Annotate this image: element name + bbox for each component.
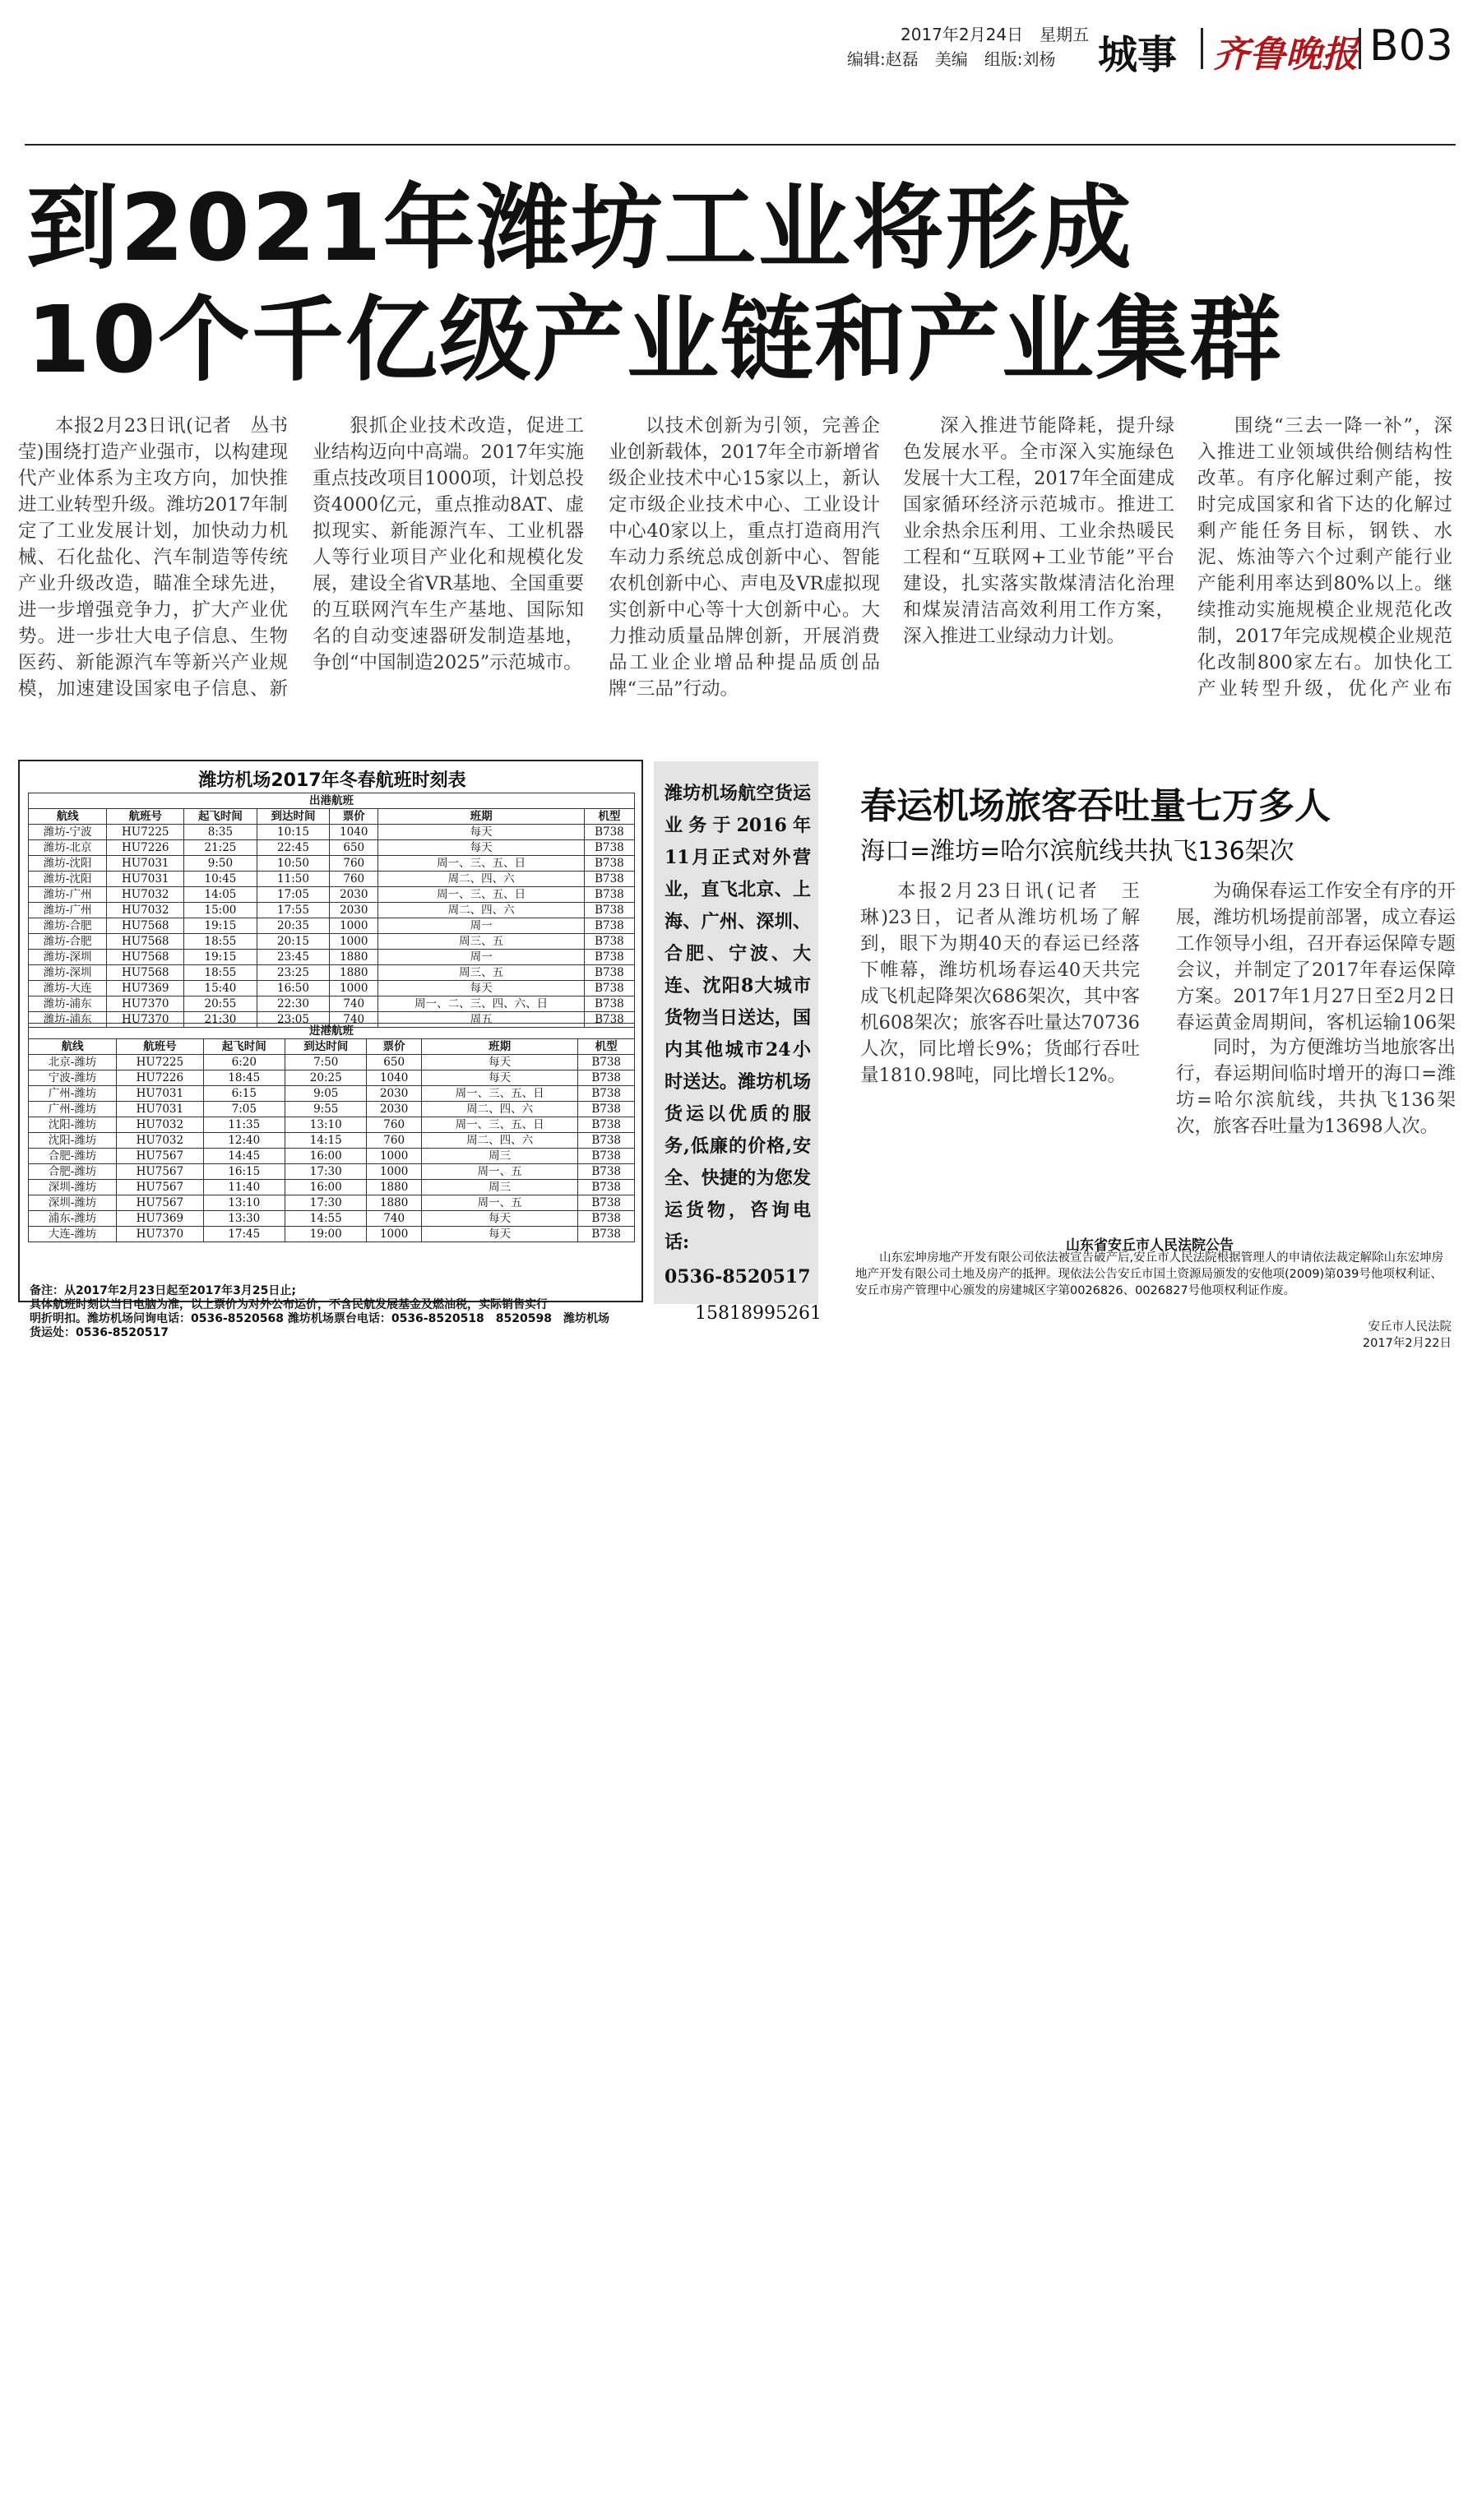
article-column xyxy=(313,413,584,702)
flight-cell: 每天 xyxy=(421,1070,578,1086)
flight-cell: 潍坊-浦东 xyxy=(29,1012,107,1028)
flight-cell: 13:30 xyxy=(203,1211,285,1227)
header-divider xyxy=(1359,28,1361,69)
flight-cell: 23:25 xyxy=(257,965,330,981)
flight-cell: 1000 xyxy=(330,918,378,934)
flight-cell: 16:15 xyxy=(203,1164,285,1180)
flight-cell: 周一、三、五、日 xyxy=(378,887,585,903)
column-header: 起飞时间 xyxy=(203,1039,285,1055)
flight-cell: 7:05 xyxy=(203,1102,285,1117)
flight-cell: 740 xyxy=(367,1211,421,1227)
column-header: 航班号 xyxy=(107,809,184,825)
flight-cell: 14:15 xyxy=(285,1133,367,1149)
flight-cell: HU7568 xyxy=(107,950,184,965)
notice-date: 2017年2月22日 xyxy=(1362,1337,1452,1350)
flight-cell: HU7225 xyxy=(107,825,184,840)
flight-cell: HU7568 xyxy=(107,934,184,950)
flight-cell: B738 xyxy=(578,1102,635,1117)
article-paragraph: 以技术创新为引领，完善企业创新载体，2017年全市新增省级企业技术中心15家以上，新认定市级企业技术中心、工业设计中心40家以上，重点打造商用汽车动力系统总成创新中心、智能农机创新中心、声电及VR虚拟现实创新中心等十大创新中心。大力推动质量品牌创新，开展消费品工业企业增品种提品质创品牌“三品”行动。 xyxy=(609,415,880,700)
flight-cell: 周二、四、六 xyxy=(421,1102,578,1117)
flight-cell: 每天 xyxy=(378,840,585,856)
flight-cell: 21:25 xyxy=(184,840,257,856)
flight-row xyxy=(29,1195,635,1211)
flight-row xyxy=(29,1070,635,1086)
flight-cell: 广州-潍坊 xyxy=(29,1086,117,1102)
flight-cell: 1040 xyxy=(330,825,378,840)
flight-cell: 潍坊-合肥 xyxy=(29,918,107,934)
flight-cell: 23:05 xyxy=(257,1012,330,1028)
article2-paragraph: 本报2月23日讯(记者 王琳)23日，记者从潍坊机场了解到，眼下为期40天的春运已经落下帷幕，潍坊机场春运40天共完成飞机起降架次686架次，其中客机608架次；旅客吞吐量达70736人次，同比增长9%；货邮行吞吐量1810.98吨，同比增长12%。 xyxy=(860,881,1140,1086)
flight-cell: 23:45 xyxy=(257,950,330,965)
flight-cell: B738 xyxy=(584,965,634,981)
flight-cell: 潍坊-广州 xyxy=(29,887,107,903)
flight-cell: 潍坊-大连 xyxy=(29,981,107,996)
flight-cell: HU7370 xyxy=(117,1227,203,1242)
column-header: 票价 xyxy=(330,809,378,825)
flight-row xyxy=(29,1055,635,1070)
flight-cell: 潍坊-沈阳 xyxy=(29,872,107,887)
flight-cell: B738 xyxy=(584,872,634,887)
page-number: B03 xyxy=(1369,21,1453,71)
flight-row xyxy=(29,1117,635,1133)
flight-cell: 650 xyxy=(367,1055,421,1070)
column-header: 航班号 xyxy=(117,1039,203,1055)
flight-row xyxy=(29,856,635,872)
flight-row xyxy=(29,934,635,950)
flight-cell: 650 xyxy=(330,840,378,856)
timetable-notes xyxy=(30,1284,634,1340)
flight-cell: 760 xyxy=(367,1117,421,1133)
flight-cell: B738 xyxy=(578,1211,635,1227)
flight-cell: 2030 xyxy=(367,1102,421,1117)
flight-row xyxy=(29,872,635,887)
flight-cell: 潍坊-沈阳 xyxy=(29,856,107,872)
article2-title: 春运机场旅客吞吐量七万多人 xyxy=(860,785,1331,827)
flight-cell: B738 xyxy=(584,903,634,918)
flight-cell: HU7567 xyxy=(117,1164,203,1180)
flight-cell: 21:30 xyxy=(184,1012,257,1028)
flight-row xyxy=(29,1102,635,1117)
flight-cell: B738 xyxy=(584,918,634,934)
flight-cell: 周一、三、五、日 xyxy=(378,856,585,872)
flight-row xyxy=(29,1227,635,1242)
flight-cell: 1880 xyxy=(330,965,378,981)
flight-cell: 17:30 xyxy=(285,1164,367,1180)
flight-cell: B738 xyxy=(578,1055,635,1070)
flight-cell: 18:55 xyxy=(184,965,257,981)
flight-cell: 潍坊-宁波 xyxy=(29,825,107,840)
flight-cell: B738 xyxy=(578,1086,635,1102)
column-header: 航线 xyxy=(29,1039,117,1055)
inbound-label: 进港航班 xyxy=(29,1024,635,1039)
flight-cell: 北京-潍坊 xyxy=(29,1055,117,1070)
flight-cell: 每天 xyxy=(378,825,585,840)
flight-cell: 9:05 xyxy=(285,1086,367,1102)
article-column xyxy=(18,413,288,702)
flight-cell: 2030 xyxy=(367,1086,421,1102)
flight-cell: 11:50 xyxy=(257,872,330,887)
flight-cell: HU7032 xyxy=(117,1117,203,1133)
main-headline-line1: 到2021年潍坊工业将形成 xyxy=(26,175,1133,282)
flight-cell: HU7226 xyxy=(117,1070,203,1086)
flight-cell: 11:40 xyxy=(203,1180,285,1195)
flight-cell: 周二、四、六 xyxy=(421,1133,578,1149)
flight-cell: 1000 xyxy=(330,934,378,950)
flight-cell: HU7567 xyxy=(117,1149,203,1164)
flight-cell: B738 xyxy=(584,825,634,840)
flight-cell: 16:50 xyxy=(257,981,330,996)
flight-row xyxy=(29,981,635,996)
flight-row xyxy=(29,840,635,856)
flight-cell: 广州-潍坊 xyxy=(29,1102,117,1117)
flight-cell: 周一、三、五、日 xyxy=(421,1086,578,1102)
flight-cell: 沈阳-潍坊 xyxy=(29,1117,117,1133)
column-header: 机型 xyxy=(578,1039,635,1055)
flight-cell: 潍坊-北京 xyxy=(29,840,107,856)
flight-timetable xyxy=(18,760,643,1339)
article-paragraph: 围绕“三去一降一补”，深入推进工业领域供给侧结构性改革。有序化解过剩产能，按时完成国家和省下达的化解过剩产能任务目标，钢铁、水泥、炼油等六个过剩产能行业产能利用率达到80%以上。继续推动实施规模企业规范化改制，2017年完成规模企业规范化改制800家左右。加快化工产业转型升级，优化产业布 xyxy=(1197,415,1452,700)
flight-row xyxy=(29,1086,635,1102)
flight-cell: HU7370 xyxy=(107,996,184,1012)
flight-cell: HU7225 xyxy=(117,1055,203,1070)
flight-cell: 6:15 xyxy=(203,1086,285,1102)
flight-cell: 12:40 xyxy=(203,1133,285,1149)
flight-cell: 10:45 xyxy=(184,872,257,887)
cargo-ad-text: 潍坊机场航空货运业务于2016年11月正式对外营业，直飞北京、上海、广州、深圳、合肥、宁波、大连、沈阳8大城市货物当日送达，国内其他城市24小时送达。潍坊机场货运以优质的服务,低廉的价格,安全、快捷的为您发运货物，咨询电话: xyxy=(665,783,811,1253)
flight-cell: 15:40 xyxy=(184,981,257,996)
flight-cell: 周一、三、五、日 xyxy=(421,1117,578,1133)
column-header: 班期 xyxy=(378,809,585,825)
flight-cell: 每天 xyxy=(421,1227,578,1242)
flight-cell: 浦东-潍坊 xyxy=(29,1211,117,1227)
note-line: 具体航班时刻以当日电脑为准，以上票价为对外公布运价，不含民航发展基金及燃油税，实际销售实行 xyxy=(30,1298,548,1311)
flight-cell: B738 xyxy=(584,996,634,1012)
flight-cell: 深圳-潍坊 xyxy=(29,1180,117,1195)
flight-cell: 潍坊-深圳 xyxy=(29,950,107,965)
article2-column xyxy=(1176,878,1456,1140)
flight-cell: B738 xyxy=(584,887,634,903)
flight-cell: 合肥-潍坊 xyxy=(29,1149,117,1164)
outbound-table xyxy=(28,793,635,1028)
flight-cell: 潍坊-合肥 xyxy=(29,934,107,950)
editor-credits: 编辑:赵磊 美编 组版:刘杨 xyxy=(847,49,1056,69)
flight-cell: HU7031 xyxy=(107,872,184,887)
flight-row xyxy=(29,1180,635,1195)
flight-row xyxy=(29,1211,635,1227)
flight-cell: 1880 xyxy=(367,1195,421,1211)
newspaper-logo: 齐鲁晚报 xyxy=(1213,34,1358,76)
column-header: 机型 xyxy=(584,809,634,825)
flight-cell: 周一、五 xyxy=(421,1164,578,1180)
flight-cell: 18:55 xyxy=(184,934,257,950)
flight-cell: B738 xyxy=(584,981,634,996)
flight-cell: 每天 xyxy=(421,1211,578,1227)
notice-body: 山东宏坤房地产开发有限公司依法被宣告破产后,安丘市人民法院根据管理人的申请依法裁定解除山东宏坤房地产开发有限公司土地及房产的抵押。现依法公告安丘市国土资源局颁发的安他项(2009)第039号他项权利证、安丘市房产管理中心颁发的房建城区字第0026826、0026827号他项权利证作废。 xyxy=(855,1251,1444,1297)
article2-subtitle: 海口=潍坊=哈尔滨航线共执飞136架次 xyxy=(860,837,1294,866)
flight-cell: 8:35 xyxy=(184,825,257,840)
inbound-table xyxy=(28,1023,635,1242)
flight-cell: B738 xyxy=(578,1227,635,1242)
flight-row xyxy=(29,950,635,965)
flight-cell: 1040 xyxy=(367,1070,421,1086)
notice-title: 山东省安丘市人民法院公告 xyxy=(1066,1237,1234,1254)
flight-cell: 9:55 xyxy=(285,1102,367,1117)
flight-cell: 17:45 xyxy=(203,1227,285,1242)
flight-cell: B738 xyxy=(584,1012,634,1028)
header-rule xyxy=(25,144,1456,146)
flight-row xyxy=(29,903,635,918)
column-header: 起飞时间 xyxy=(184,809,257,825)
flight-cell: 周一 xyxy=(378,918,585,934)
column-header: 航线 xyxy=(29,809,107,825)
flight-cell: 740 xyxy=(330,996,378,1012)
flight-row xyxy=(29,1133,635,1149)
cargo-ad-phone: 0536-8520517 xyxy=(665,1266,811,1288)
article-column xyxy=(609,413,880,702)
flight-cell: HU7568 xyxy=(107,965,184,981)
flight-cell: 合肥-潍坊 xyxy=(29,1164,117,1180)
flight-cell: 740 xyxy=(330,1012,378,1028)
flight-cell: 每天 xyxy=(421,1055,578,1070)
flight-cell: B738 xyxy=(584,950,634,965)
article-paragraph: 狠抓企业技术改造，促进工业结构迈向中高端。2017年实施重点技改项目1000项，计划总投资4000亿元，重点推动8AT、虚拟现实、新能源汽车、工业机器人等行业项目产业化和规模化发展，建设全省VR基地、全国重要的互联网汽车生产基地、国际知名的自动变速器研发制造基地，争创“中国制造2025”示范城市。 xyxy=(313,415,584,673)
flight-cell: 11:35 xyxy=(203,1117,285,1133)
flight-cell: 潍坊-广州 xyxy=(29,903,107,918)
column-header: 到达时间 xyxy=(257,809,330,825)
flight-cell: 1880 xyxy=(367,1180,421,1195)
flight-cell: 14:55 xyxy=(285,1211,367,1227)
flight-cell: 19:15 xyxy=(184,950,257,965)
flight-cell: 14:05 xyxy=(184,887,257,903)
column-header: 票价 xyxy=(367,1039,421,1055)
flight-cell: B738 xyxy=(578,1133,635,1149)
note-line: 明折明扣。潍坊机场问询电话：0536-8520568 潍坊机场票台电话：0536-8520518 8520598 潍坊机场 xyxy=(30,1312,609,1325)
flight-cell: 周三 xyxy=(421,1180,578,1195)
flight-cell: 19:15 xyxy=(184,918,257,934)
flight-cell: HU7032 xyxy=(107,887,184,903)
flight-cell: B738 xyxy=(584,934,634,950)
flight-cell: HU7369 xyxy=(117,1211,203,1227)
flight-cell: 16:00 xyxy=(285,1149,367,1164)
article-column xyxy=(903,413,1174,702)
flight-cell: 周二、四、六 xyxy=(378,903,585,918)
flight-cell: 沈阳-潍坊 xyxy=(29,1133,117,1149)
flight-cell: 周三、五 xyxy=(378,965,585,981)
column-header: 班期 xyxy=(421,1039,578,1055)
flight-cell: HU7567 xyxy=(117,1180,203,1195)
flight-cell: 10:50 xyxy=(257,856,330,872)
flight-cell: 15:00 xyxy=(184,903,257,918)
flight-cell: B738 xyxy=(578,1149,635,1164)
flight-cell: 每天 xyxy=(378,981,585,996)
flight-row xyxy=(29,965,635,981)
main-headline-line2: 10个千亿级产业链和产业集群 xyxy=(26,287,1283,394)
flight-cell: HU7032 xyxy=(107,903,184,918)
notice-signature: 安丘市人民法院 xyxy=(1368,1320,1452,1334)
flight-cell: 19:00 xyxy=(285,1227,367,1242)
flight-cell: 18:45 xyxy=(203,1070,285,1086)
flight-cell: B738 xyxy=(578,1164,635,1180)
cargo-ad-mobile: 15818995261 xyxy=(695,1303,822,1324)
article2-paragraph: 同时，为方便潍坊当地旅客出行，春运期间临时增开的海口=潍坊=哈尔滨航线，共执飞136架次，旅客吞吐量为13698人次。 xyxy=(1176,1037,1456,1137)
flight-cell: 20:15 xyxy=(257,934,330,950)
timetable-title: 潍坊机场2017年冬春航班时刻表 xyxy=(198,770,466,791)
flight-cell: 22:30 xyxy=(257,996,330,1012)
flight-cell: 周一、五 xyxy=(421,1195,578,1211)
flight-cell: 潍坊-深圳 xyxy=(29,965,107,981)
flight-row xyxy=(29,887,635,903)
column-header: 到达时间 xyxy=(285,1039,367,1055)
flight-cell: 10:15 xyxy=(257,825,330,840)
flight-cell: 7:50 xyxy=(285,1055,367,1070)
flight-cell: HU7031 xyxy=(117,1086,203,1102)
note-line: 备注：从2017年2月23日起至2017年3月25日止; xyxy=(30,1284,296,1297)
flight-cell: 宁波-潍坊 xyxy=(29,1070,117,1086)
flight-row xyxy=(29,1149,635,1164)
flight-cell: 16:00 xyxy=(285,1180,367,1195)
flight-cell: 760 xyxy=(367,1133,421,1149)
flight-cell: 大连-潍坊 xyxy=(29,1227,117,1242)
flight-cell: B738 xyxy=(584,856,634,872)
flight-cell: B738 xyxy=(578,1117,635,1133)
flight-cell: HU7031 xyxy=(117,1102,203,1117)
flight-cell: 22:45 xyxy=(257,840,330,856)
flight-cell: B738 xyxy=(578,1195,635,1211)
flight-cell: 17:05 xyxy=(257,887,330,903)
flight-cell: HU7567 xyxy=(117,1195,203,1211)
flight-cell: 17:55 xyxy=(257,903,330,918)
flight-cell: 20:55 xyxy=(184,996,257,1012)
flight-cell: B738 xyxy=(578,1180,635,1195)
article2-column xyxy=(860,878,1140,1089)
flight-cell: 周二、四、六 xyxy=(378,872,585,887)
flight-cell: HU7226 xyxy=(107,840,184,856)
article-paragraph: 深入推进节能降耗，提升绿色发展水平。全市深入实施绿色发展十大工程，2017年全面建成国家循环经济示范城市。推进工业余热余压利用、工业余热暖民工程和“互联网+工业节能”平台建设，扎实落实散煤清洁化治理和煤炭清洁高效利用工作方案，深入推进工业绿动力计划。 xyxy=(903,415,1174,647)
flight-cell: 20:25 xyxy=(285,1070,367,1086)
flight-cell: 周五 xyxy=(378,1012,585,1028)
outbound-label: 出港航班 xyxy=(29,793,635,809)
flight-cell: 周一 xyxy=(378,950,585,965)
flight-cell: 1000 xyxy=(367,1164,421,1180)
issue-date: 2017年2月24日 星期五 xyxy=(901,25,1090,44)
article-column xyxy=(1197,413,1452,702)
article2-paragraph: 为确保春运工作安全有序的开展，潍坊机场提前部署，成立春运工作领导小组，召开春运保障专题会议，并制定了2017年春运保障方案。2017年1月27日至2月2日春运黄金周期间，客机运输106架 xyxy=(1176,881,1456,1033)
flight-cell: HU7032 xyxy=(117,1133,203,1149)
flight-cell: 6:20 xyxy=(203,1055,285,1070)
flight-cell: HU7568 xyxy=(107,918,184,934)
article-paragraph: 本报2月23日讯(记者 丛书莹)围绕打造产业强市，以构建现代产业体系为主攻方向，加快推进工业转型升级。潍坊2017年制定了工业发展计划，加快动力机械、石化盐化、汽车制造等传统产业升级改造，瞄准全球先进，进一步增强竞争力，扩大产业优势。进一步壮大电子信息、生物医药、新能源汽车等新兴产业规模，加速建设国家电子信息、新 xyxy=(18,415,288,700)
flight-cell: 周一、二、三、四、六、日 xyxy=(378,996,585,1012)
flight-cell: 周三、五 xyxy=(378,934,585,950)
note-line: 货运处：0536-8520517 xyxy=(30,1326,169,1339)
flight-cell: 周三 xyxy=(421,1149,578,1164)
flight-row xyxy=(29,1164,635,1180)
flight-row xyxy=(29,996,635,1012)
flight-cell: 1000 xyxy=(330,981,378,996)
flight-cell: 13:10 xyxy=(203,1195,285,1211)
flight-cell: 1000 xyxy=(367,1227,421,1242)
flight-row xyxy=(29,825,635,840)
flight-cell: HU7370 xyxy=(107,1012,184,1028)
flight-cell: B738 xyxy=(578,1070,635,1086)
flight-cell: 2030 xyxy=(330,903,378,918)
flight-cell: 2030 xyxy=(330,887,378,903)
flight-cell: 深圳-潍坊 xyxy=(29,1195,117,1211)
section-name: 城事 xyxy=(1098,32,1178,78)
flight-cell: 760 xyxy=(330,872,378,887)
flight-cell: 17:30 xyxy=(285,1195,367,1211)
flight-cell: HU7369 xyxy=(107,981,184,996)
flight-cell: 13:10 xyxy=(285,1117,367,1133)
flight-cell: B738 xyxy=(584,840,634,856)
flight-cell: 潍坊-浦东 xyxy=(29,996,107,1012)
header-divider xyxy=(1201,28,1203,69)
flight-cell: 20:35 xyxy=(257,918,330,934)
flight-cell: 760 xyxy=(330,856,378,872)
flight-row xyxy=(29,918,635,934)
flight-cell: 1880 xyxy=(330,950,378,965)
flight-cell: 9:50 xyxy=(184,856,257,872)
flight-cell: 1000 xyxy=(367,1149,421,1164)
flight-cell: HU7031 xyxy=(107,856,184,872)
flight-cell: 14:45 xyxy=(203,1149,285,1164)
